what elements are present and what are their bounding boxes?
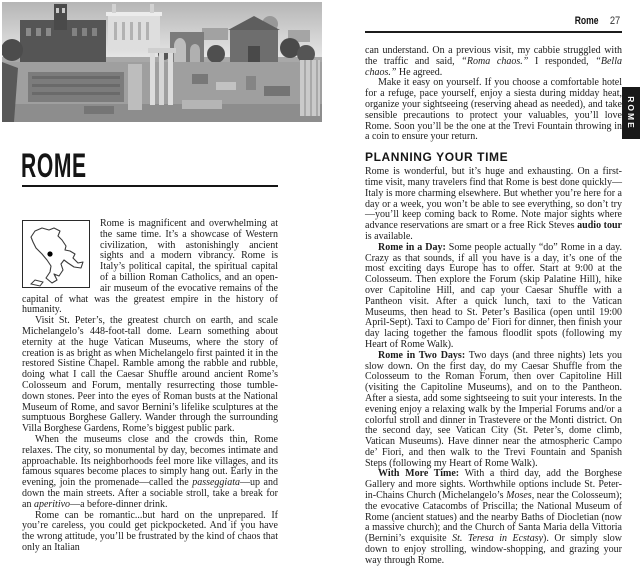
italy-locator-map bbox=[22, 220, 90, 288]
chapter-title-rule bbox=[22, 185, 278, 187]
paragraph-rome-in-two-days: Rome in Two Days: Two days (and three nights) lets you slow down. On the first day, do my Caesar Shuffle from the Colosseum to the Roman Forum, then over Capitoline Hill (visiting the Capitoline Museums), and on to the Pantheon. After a siesta, add some sightseeing to suit your interests. In the evening enjoy a relaxing walk by the Imperial Forums and/or a colorful stroll and dinner in Trastevere or the Monti district. On the second day, see Vatican City (St. Peter’s, dome climb, Vatican Museums). Have dinner near the atmospheric Campo de’ Fiori, and then walk to the Trevi Fountain and Spanish Steps (following my Heart of Rome Walk). bbox=[365, 349, 622, 469]
right-column bbox=[365, 46, 622, 567]
chapter-side-tab-label: ROME bbox=[626, 96, 636, 130]
paragraph-sights: Visit St. Peter’s, the greatest church on earth, and scale Michelangelo’s 448-foot-tall dome. Learn something about eternity at the huge Vatican Museums, where the story of creation is as bright as when Michelangelo first painted it in the restored Sistine Chapel. Ramble among the rabble and rubble, doing what I call the Caesar Shuffle around ancient Rome’s Colosseum and Forum, mentally resurrecting those tumble-down stones. Peer into the eyes of Roman busts at the National Museum of Rome, and savor Bernini’s lifelike sculptures at the sumptuous Borghese Gallery. Wander through the surrounding Villa Borghese Gardens, Rome’s biggest public park. bbox=[22, 315, 278, 435]
paragraph-with-more-time: With More Time: With a third day, add the Borghese Gallery and more sights. Worthwhile options include St. Peter-in-Chains Church (Michelangelo’s Moses, near the Colosseum); the evocative Catacombs of Priscilla; the National Museum of Rome (ancient statues) and the nearby Baths of Diocletian (now a massive church); and the Church of Santa Maria della Vittoria (Bernini’s exquisite St. Teresa in Ecstasy). Or simply slow down to enjoy strolling, window-shopping, and grazing your way through Rome. bbox=[365, 468, 623, 566]
chapter-title: ROME bbox=[21, 147, 87, 185]
roman-forum-photo bbox=[2, 2, 322, 122]
italy-map-art bbox=[23, 221, 89, 287]
page-header-rule bbox=[365, 31, 622, 33]
paragraph-evening: When the museums close and the crowds thin, Rome relaxes. The city, so monumental by day, becomes intimate and approachable. Its neighborhoods feel more like villages, and its famous squares become places to simply hang out. Early in the evening, join the promenade—called the passeggiata—up and down the main streets. After a sociable stroll, take a break for an aperitivo—a before-dinner drink. bbox=[22, 433, 278, 510]
paragraph-chaos: can understand. On a previous visit, my cabbie struggled with the traffic and said, “Roma chaos.” I responded, “Bella chaos.” He agreed. bbox=[365, 45, 622, 78]
running-head: Rome bbox=[574, 15, 599, 27]
paragraph-rome-in-a-day: Rome in a Day: Some people actually “do” Rome in a day. Crazy as that sounds, if all you have is a day, it’s one of the most exciting days Europe has to offer. Start at 9:00 at the Colosseum. Then explore the Forum (skip Palatine Hill), hike over Capitoline Hill, and cap your Caesar Shuffle with a Pantheon visit. After a quick lunch, taxi to the Vatican Museums, then head to St. Peter’s Basilica (open until 19:00 April-Sept). Taxi to Campo de’ Fiori for dinner, then finish your day lacing together the famous floodlit spots (following my Heart of Rome Walk). bbox=[365, 241, 622, 350]
left-column bbox=[22, 219, 278, 554]
page-header bbox=[568, 15, 620, 27]
paragraph-intro: Rome is magnificent and overwhelming at the same time. It’s a showcase of Western civilization, with astonishingly ancient sights and a modern vibrancy. Rome is Italy’s political capital, the spiritual capital of a billion Roman Catholics, and an open-air museum of the evocative remains of the capital of what was the greatest empire in the history of humanity. bbox=[22, 218, 278, 316]
paragraph-romantic: Rome can be romantic...but hard on the unprepared. If you’re careless, you could get pickpocketed. And if you have the wrong attitude, you’ll be frustrated by the kind of chaos that only an Italian bbox=[22, 509, 278, 553]
rome-map-marker bbox=[47, 251, 52, 256]
roman-forum-photo-art bbox=[2, 2, 322, 122]
paragraph-planning: Rome is wonderful, but it’s huge and exhausting. On a first-time visit, many travelers find that Rome is best done quickly—Italy is more charming elsewhere. But whether you’re here for a day or a week, you won’t be able to see everything, so don’t try—you’ll keep coming back to Rome. Note major sights where advance reservations are smart or a free Rick Steves audio tour is available. bbox=[365, 166, 623, 242]
section-heading: PLANNING YOUR TIME bbox=[365, 150, 509, 165]
page-number: 27 bbox=[609, 15, 620, 27]
chapter-side-tab bbox=[622, 87, 640, 139]
paragraph-make-it-easy: Make it easy on yourself. If you choose a comfortable hotel for a refuge, pace yourself, enjoy a siesta during midday heat, organize your sightseeing (reserving ahead as needed), and take sensible precautions to protect your valuables, you’ll love Rome. Soon you’ll be the one at the Trevi Fountain throwing in a coin to ensure your return. bbox=[365, 77, 622, 143]
